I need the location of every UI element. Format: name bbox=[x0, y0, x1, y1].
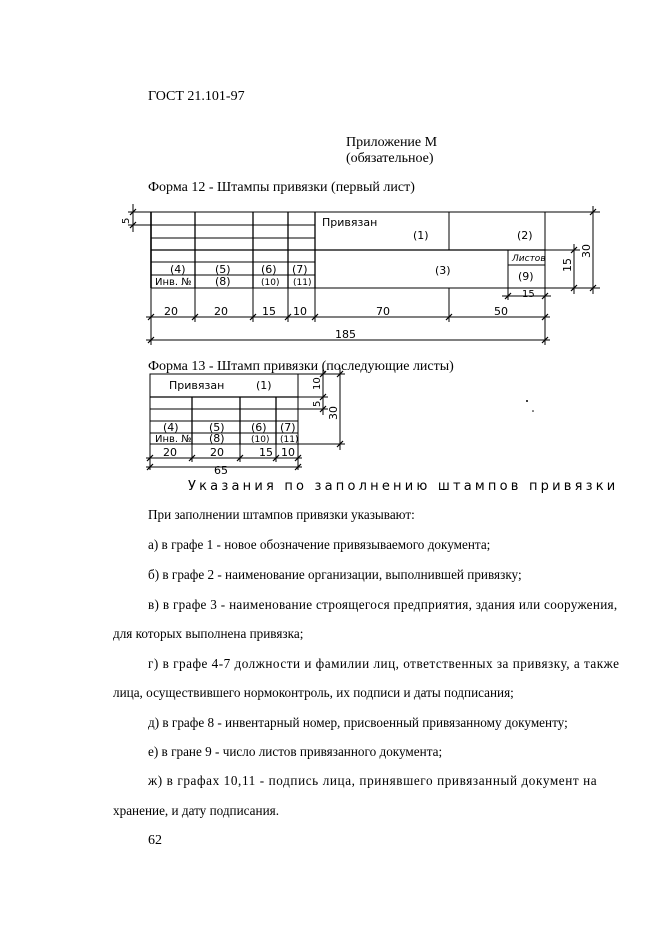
instruction-g-line1: г) в графе 4-7 должности и фамилии лиц, ответственных за привязку, а также bbox=[148, 656, 620, 671]
form12-dim-20a: 20 bbox=[164, 305, 178, 318]
form12-cell-1: (1) bbox=[413, 229, 429, 242]
form13-dim-15: 15 bbox=[259, 446, 273, 459]
form12-dim-total: 185 bbox=[335, 328, 356, 341]
form12-cell-2: (2) bbox=[517, 229, 533, 242]
form12-privyazan: Привязан bbox=[322, 216, 378, 229]
form13-cell-11: (11) bbox=[280, 435, 299, 445]
instruction-zh-line1: ж) в графах 10,11 - подпись лица, принявшего привязанный документ на bbox=[148, 773, 598, 788]
form12-dim-10: 10 bbox=[293, 305, 307, 318]
form13-dim-5: 5 bbox=[312, 400, 323, 407]
document-standard: ГОСТ 21.101-97 bbox=[148, 89, 245, 104]
form12-dim-15: 15 bbox=[262, 305, 276, 318]
form12-dim-50: 50 bbox=[494, 305, 508, 318]
form13-dim-10: 10 bbox=[312, 377, 323, 390]
form12-cell-11: (11) bbox=[293, 278, 312, 288]
form13-dim-20a: 20 bbox=[163, 446, 177, 459]
form12-dim-20b: 20 bbox=[214, 305, 228, 318]
form13-cell-5: (5) bbox=[209, 421, 225, 434]
instruction-a: а) в графе 1 - новое обозначение привязываемого документа; bbox=[148, 537, 491, 552]
form12-listov: Листов bbox=[512, 254, 546, 264]
form12-cell-6: (6) bbox=[261, 263, 277, 276]
instruction-b: б) в графе 2 - наименование организации, выполнившей привязку; bbox=[148, 567, 522, 582]
appendix-subtitle: (обязательное) bbox=[346, 151, 434, 166]
form12-caption: Форма 12 - Штампы привязки (первый лист) bbox=[148, 180, 415, 195]
instruction-d: д) в графе 8 - инвентарный номер, присвоенный привязанному документу; bbox=[148, 715, 568, 730]
form13-dim-total: 65 bbox=[214, 464, 228, 477]
form12-cell-5: (5) bbox=[215, 263, 231, 276]
form13-cell-7: (7) bbox=[280, 421, 296, 434]
form12-cell-8: (8) bbox=[215, 275, 231, 288]
stray-dot-1 bbox=[526, 400, 528, 402]
form12-dim-15h: 15 bbox=[522, 289, 535, 300]
form13-dim-10w: 10 bbox=[281, 446, 295, 459]
form13-cell-6: (6) bbox=[251, 421, 267, 434]
form12-cell-7: (7) bbox=[292, 263, 308, 276]
instructions-heading: Указания по заполнению штампов привязки bbox=[188, 479, 619, 494]
form12-cell-10: (10) bbox=[261, 278, 280, 288]
stray-dot-2 bbox=[532, 410, 534, 412]
form13-privyazan: Привязан bbox=[169, 379, 225, 392]
form12-dim-5: 5 bbox=[121, 217, 132, 224]
instruction-v-line2: для которых выполнена привязка; bbox=[113, 626, 304, 641]
instruction-e: е) в гране 9 - число листов привязанного документа; bbox=[148, 744, 443, 759]
form12-cell-3: (3) bbox=[435, 264, 451, 277]
instruction-v-line1: в) в графе 3 - наименование строящегося предприятия, здания или сооружения, bbox=[148, 597, 618, 612]
form12-inv: Инв. № bbox=[155, 277, 192, 288]
form13-inv: Инв. № bbox=[155, 434, 192, 445]
instruction-g-line2: лица, осуществившего нормоконтроль, их подписи и даты подписания; bbox=[113, 685, 514, 700]
form13-cell-8: (8) bbox=[209, 432, 225, 445]
form13-cell-4: (4) bbox=[163, 421, 179, 434]
form12-dim-70: 70 bbox=[376, 305, 390, 318]
form12-dim-30: 30 bbox=[580, 244, 593, 258]
form12-cell-9: (9) bbox=[518, 270, 534, 283]
form12-dim-15v: 15 bbox=[561, 258, 574, 272]
page-number: 62 bbox=[148, 833, 162, 848]
form12-cell-4: (4) bbox=[170, 263, 186, 276]
appendix-title: Приложение М bbox=[346, 135, 438, 150]
form13-dim-30: 30 bbox=[327, 406, 340, 420]
instructions-intro: При заполнении штампов привязки указывают: bbox=[148, 507, 415, 522]
form13-caption: Форма 13 - Штамп привязки (последующие листы) bbox=[148, 359, 454, 374]
instruction-zh-line2: хранение, и дату подписания. bbox=[113, 803, 280, 818]
form13-cell-10: (10) bbox=[251, 435, 270, 445]
form13-cell-1: (1) bbox=[256, 379, 272, 392]
form13-dim-20b: 20 bbox=[210, 446, 224, 459]
